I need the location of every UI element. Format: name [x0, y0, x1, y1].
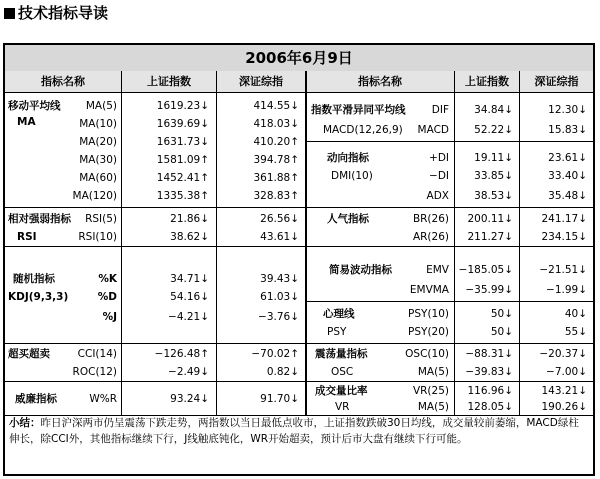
ma-sz-value: 414.55↓: [253, 100, 299, 112]
cci-name: 超买超卖: [8, 348, 50, 360]
rsi-sz-value: 26.56↓: [260, 213, 299, 225]
rsi-param: RSI(10): [78, 231, 117, 243]
rsi-sh-value: 21.86↓: [170, 213, 209, 225]
wr-name: 威廉指标: [15, 393, 57, 405]
psy-abbr: PSY: [327, 326, 347, 338]
macd-sz-value: 12.30↓: [548, 104, 587, 116]
vr-abbr: VR: [335, 401, 350, 413]
row-divider: [307, 207, 593, 208]
br-param: AR(26): [412, 231, 449, 243]
kdj-param: %D: [97, 291, 117, 303]
dmi-name: 动向指标: [327, 152, 369, 164]
psy-sz-value: 55↓: [564, 326, 587, 338]
header-sh-right: 上证指数: [455, 71, 519, 93]
summary-text: 昨日沪深两市仍呈震荡下跌走势，两指数以当日最低点收市，上证指数跌破30日均线，成交量较前萎缩，MACD绿柱伸长，除CCI外，其他指标继续下行，J线触底钝化，WR开始超卖，预计后市大盘有继续下行可能。: [9, 417, 579, 445]
ma-sz-value: 328.83↑: [253, 190, 299, 202]
row-divider: [307, 246, 593, 247]
psy-sh-value: 50↓: [490, 326, 513, 338]
row-divider: [5, 246, 305, 247]
col-divider: [305, 71, 307, 415]
header-sz-right: 深证综指: [520, 71, 593, 93]
macd-sh-value: 34.84↓: [474, 104, 513, 116]
ma-sz-value: 418.03↓: [253, 118, 299, 130]
ma-name: 移动平均线: [8, 100, 61, 112]
ma-param: MA(10): [79, 118, 117, 130]
emv-param: EMVMA: [409, 284, 449, 296]
header-name-right: 指标名称: [306, 71, 454, 93]
ma-sh-value: 1619.23↓: [156, 100, 209, 112]
col-divider: [216, 71, 217, 415]
ma-sz-value: 410.20↑: [253, 136, 299, 148]
kdj-sz-value: 39.43↓: [260, 273, 299, 285]
cci-param: ROC(12): [72, 366, 117, 378]
kdj-sz-value: −3.76↓: [258, 311, 299, 323]
col-divider: [454, 71, 455, 415]
ma-sh-value: 1639.69↓: [156, 118, 209, 130]
ma-sh-value: 1581.09↑: [156, 154, 209, 166]
osc-name: 震荡量指标: [315, 348, 368, 360]
emv-sz-value: −1.99↓: [546, 284, 587, 296]
kdj-abbr: KDJ(9,3,3): [8, 291, 69, 303]
br-sz-value: 234.15↓: [541, 231, 587, 243]
row-divider: [307, 141, 593, 142]
psy-sh-value: 50↓: [490, 308, 513, 320]
dmi-abbr: DMI(10): [331, 170, 373, 182]
macd-param: DIF: [431, 104, 449, 116]
header-sh-left: 上证指数: [122, 71, 216, 93]
emv-name: 简易波动指标: [329, 264, 392, 276]
psy-param: PSY(20): [408, 326, 449, 338]
dmi-param: ADX: [426, 190, 449, 202]
br-sz-value: 241.17↓: [541, 213, 587, 225]
macd-name: 指数平滑异同平均线: [311, 104, 406, 116]
summary-label: 小结：: [9, 417, 41, 429]
row-divider: [307, 343, 593, 344]
kdj-name: 随机指标: [13, 273, 55, 285]
osc-sz-value: −20.37↓: [539, 348, 587, 360]
kdj-sz-value: 61.03↓: [260, 291, 299, 303]
vr-param: MA(5): [417, 401, 449, 413]
osc-param: MA(5): [417, 366, 449, 378]
cci-param: CCI(14): [77, 348, 117, 360]
ma-param: MA(120): [72, 190, 117, 202]
dmi-sh-value: 33.85↓: [474, 170, 513, 182]
macd-sh-value: 52.22↓: [474, 124, 513, 136]
col-divider: [519, 71, 520, 415]
osc-sz-value: −7.00↓: [546, 366, 587, 378]
date-banner: 2006年6月9日: [5, 45, 593, 72]
cci-sh-value: −126.48↑: [154, 348, 209, 360]
summary-note: [9, 415, 589, 447]
rsi-abbr: RSI: [17, 231, 37, 243]
macd-abbr: MACD(12,26,9): [323, 124, 403, 136]
row-divider: [5, 207, 305, 208]
dmi-sz-value: 33.40↓: [548, 170, 587, 182]
vr-sh-value: 116.96↓: [467, 385, 513, 397]
square-bullet-icon: [4, 8, 15, 19]
wr-sz-value: 91.70↓: [260, 393, 299, 405]
rsi-sz-value: 43.61↓: [260, 231, 299, 243]
wr-param: W%R: [89, 393, 117, 405]
ma-sh-value: 1631.73↓: [156, 136, 209, 148]
ma-sh-value: 1335.38↑: [156, 190, 209, 202]
psy-name: 心理线: [323, 308, 355, 320]
emv-sh-value: −185.05↓: [458, 264, 513, 276]
row-divider: [5, 343, 305, 344]
header-name-left: 指标名称: [5, 71, 121, 93]
vr-sh-value: 128.05↓: [467, 401, 513, 413]
macd-sz-value: 15.83↓: [548, 124, 587, 136]
ma-param: MA(20): [79, 136, 117, 148]
br-param: BR(26): [412, 213, 449, 225]
kdj-sh-value: 34.71↓: [170, 273, 209, 285]
cci-sz-value: −70.02↑: [251, 348, 299, 360]
dmi-param: −DI: [429, 170, 449, 182]
row-divider: [307, 381, 593, 382]
emv-sz-value: −21.51↓: [539, 264, 587, 276]
kdj-param: %J: [102, 311, 117, 323]
page-title: [4, 2, 108, 23]
osc-sh-value: −39.83↓: [465, 366, 513, 378]
ma-sh-value: 1452.41↑: [156, 172, 209, 184]
ma-param: MA(60): [79, 172, 117, 184]
psy-param: PSY(10): [408, 308, 449, 320]
cci-sz-value: 0.82↓: [266, 366, 299, 378]
header-sz-left: 深证综指: [217, 71, 305, 93]
kdj-param: %K: [98, 273, 117, 285]
dmi-sh-value: 38.53↓: [474, 190, 513, 202]
emv-sh-value: −35.99↓: [465, 284, 513, 296]
br-name: 人气指标: [327, 213, 369, 225]
osc-abbr: OSC: [331, 366, 354, 378]
ma-param: MA(5): [85, 100, 117, 112]
cci-sh-value: −2.49↓: [168, 366, 209, 378]
psy-sz-value: 40↓: [564, 308, 587, 320]
row-divider: [307, 301, 593, 302]
kdj-sh-value: −4.21↓: [168, 311, 209, 323]
page-title-text: 技术指标导读: [18, 4, 109, 22]
macd-param: MACD: [417, 124, 449, 136]
emv-param: EMV: [426, 264, 449, 276]
dmi-sh-value: 19.11↓: [474, 152, 513, 164]
vr-name: 成交量比率: [315, 385, 368, 397]
ma-param: MA(30): [79, 154, 117, 166]
br-sh-value: 200.11↓: [467, 213, 513, 225]
kdj-sh-value: 54.16↓: [170, 291, 209, 303]
br-sh-value: 211.27↓: [467, 231, 513, 243]
ma-sz-value: 394.78↑: [253, 154, 299, 166]
ma-abbr: MA: [17, 116, 36, 128]
vr-param: VR(25): [412, 385, 449, 397]
col-divider: [121, 71, 122, 415]
dmi-sz-value: 23.61↓: [548, 152, 587, 164]
osc-param: OSC(10): [405, 348, 449, 360]
rsi-param: RSI(5): [85, 213, 117, 225]
osc-sh-value: −88.31↓: [465, 348, 513, 360]
indicator-table: [3, 43, 595, 476]
rsi-sh-value: 38.62↓: [170, 231, 209, 243]
ma-sz-value: 361.88↑: [253, 172, 299, 184]
vr-sz-value: 190.26↓: [541, 401, 587, 413]
dmi-param: +DI: [429, 152, 449, 164]
wr-sh-value: 93.24↓: [170, 393, 209, 405]
vr-sz-value: 143.21↓: [541, 385, 587, 397]
rsi-name: 相对强弱指标: [8, 213, 71, 225]
dmi-sz-value: 35.48↓: [548, 190, 587, 202]
row-divider: [5, 381, 305, 382]
